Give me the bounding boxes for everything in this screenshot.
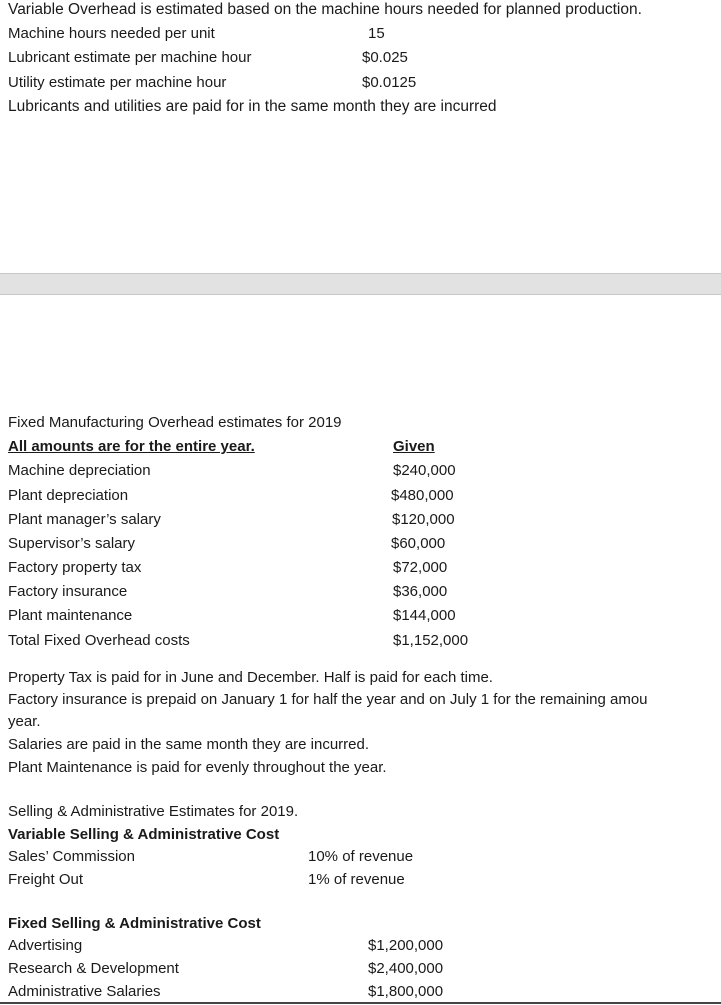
fixed-row-label: Plant depreciation: [8, 487, 129, 504]
selling-admin-title: Selling & Administrative Estimates for 2019.: [8, 803, 299, 820]
variable-overhead-heading: Variable Overhead is estimated based on the machine hours needed for planned production.: [8, 1, 642, 18]
fixed-sa-label: Administrative Salaries: [8, 983, 161, 1000]
page-break-divider: [0, 273, 721, 295]
fixed-overhead-header-value: Given: [393, 438, 435, 455]
fixed-note: Property Tax is paid for in June and December. Half is paid for each time.: [8, 669, 493, 686]
variable-sa-value: 10% of revenue: [308, 848, 414, 865]
fixed-row-label: Factory insurance: [8, 583, 128, 600]
fixed-row-value: $60,000: [391, 535, 446, 552]
variable-sa-heading: Variable Selling & Administrative Cost: [8, 826, 280, 843]
fixed-note: Salaries are paid in the same month they are incurred.: [8, 736, 370, 753]
fixed-row-value: $72,000: [393, 559, 448, 576]
fixed-note: Plant Maintenance is paid for evenly throughout the year.: [8, 759, 387, 776]
fixed-row-value: $480,000: [391, 487, 454, 504]
fixed-sa-value: $1,200,000: [368, 937, 444, 954]
fixed-note: Factory insurance is prepaid on January 1 for half the year and on July 1 for the remaining amou: [8, 691, 648, 708]
fixed-row-label: Plant maintenance: [8, 607, 133, 624]
fixed-row-label: Plant manager’s salary: [8, 511, 161, 528]
fixed-sa-value: $2,400,000: [368, 960, 444, 977]
fixed-overhead-title: Fixed Manufacturing Overhead estimates for 2019: [8, 414, 342, 431]
bottom-border: [0, 1002, 721, 1004]
utility-label: Utility estimate per machine hour: [8, 74, 227, 91]
fixed-sa-label: Advertising: [8, 937, 83, 954]
lubricant-value: $0.025: [362, 49, 408, 66]
fixed-row-value: $240,000: [393, 462, 456, 479]
fixed-row-label: Supervisor’s salary: [8, 535, 135, 552]
variable-sa-label: Freight Out: [8, 871, 84, 888]
variable-overhead-note: Lubricants and utilities are paid for in the same month they are incurred: [8, 98, 497, 115]
lubricant-label: Lubricant estimate per machine hour: [8, 49, 252, 66]
fixed-note: year.: [8, 713, 41, 730]
fixed-row-label: Factory property tax: [8, 559, 142, 576]
fixed-total-value: $1,152,000: [393, 632, 469, 649]
fixed-overhead-header-label: All amounts are for the entire year.: [8, 438, 255, 455]
fixed-row-value: $36,000: [393, 583, 448, 600]
fixed-row-value: $120,000: [392, 511, 455, 528]
variable-sa-value: 1% of revenue: [308, 871, 405, 888]
utility-value: $0.0125: [362, 74, 417, 91]
machine-hours-label: Machine hours needed per unit: [8, 25, 215, 42]
machine-hours-value: 15: [368, 25, 385, 42]
variable-sa-label: Sales’ Commission: [8, 848, 135, 865]
fixed-row-label: Machine depreciation: [8, 462, 151, 479]
fixed-total-label: Total Fixed Overhead costs: [8, 632, 190, 649]
fixed-sa-heading: Fixed Selling & Administrative Cost: [8, 915, 261, 932]
fixed-sa-value: $1,800,000: [368, 983, 444, 1000]
fixed-sa-label: Research & Development: [8, 960, 179, 977]
fixed-row-value: $144,000: [393, 607, 456, 624]
